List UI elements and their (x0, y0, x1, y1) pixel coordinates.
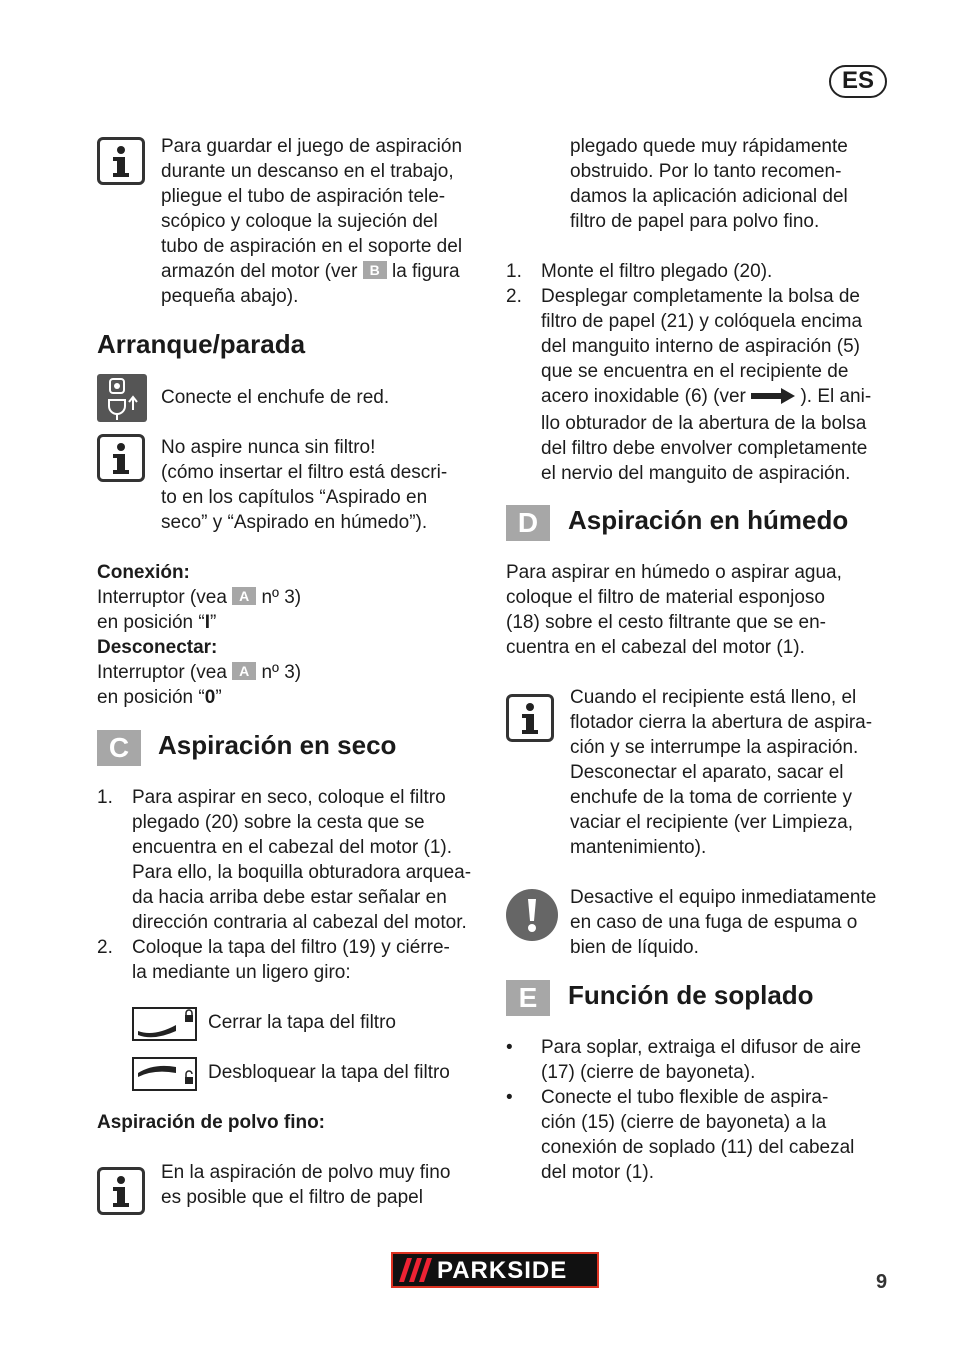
fine-dust-label: Aspiración de polvo fino: (97, 1112, 326, 1133)
wet-intro: Para aspirar en húmedo o aspirar agua, coloque el filtro de material esponjoso (18) sobre el cesto filtrante que se en- cuentra en el cabezal del motor (1). (506, 562, 842, 658)
info-icon (506, 694, 554, 742)
switch-instructions: Conexión: Interruptor (vea A nº 3) en posición “I” Desconectar: Interruptor (vea A nº 3) en posición “0” (97, 562, 302, 708)
info-note-fine-dust: En la aspiración de polvo muy fino es posible que el filtro de papel (161, 1162, 451, 1208)
warning-foam: Desactive el equipo inmediatamente en caso de una fuga de espuma o bien de líquido. (570, 887, 877, 958)
section-letter-e: E (506, 980, 550, 1016)
page-number: 9 (876, 1271, 888, 1293)
lid-lock-icon (132, 1007, 197, 1041)
figure-ref-a: A (232, 662, 256, 680)
figure-ref-a: A (232, 587, 256, 605)
language-badge: ES (829, 65, 887, 98)
section-letter-c: C (97, 730, 141, 766)
info-icon (97, 1167, 145, 1215)
heading-funcion-soplado: Función de soplado (568, 980, 814, 1010)
arrow-right-icon (751, 386, 795, 411)
plug-text: Conecte el enchufe de red. (161, 387, 390, 408)
warning-icon (506, 889, 558, 941)
plug-icon (97, 374, 147, 422)
info-note-storage: Para guardar el juego de aspiración durante un descanso en el trabajo, pliegue el tubo de aspiración tele- scópico y coloque la sujeción del tubo de aspiración en el soporte del armazón del motor (ver B la figura pequeña abajo). (161, 136, 463, 307)
info-icon (97, 434, 145, 482)
close-lid-text: Cerrar la tapa del filtro (208, 1012, 396, 1033)
paper-filter-steps: 1. Monte el filtro plegado (20). 2. Desplegar completamente la bolsa de filtro de papel (21) y colóquela encima del manguito interno de aspiración (5) que se encuentra en el recipiente de acero inoxidable (6) (ver ). El ani- llo obturador de la abertura de la bolsa del filtro debe envolver completamente el nervio del manguito de aspiración. (506, 261, 872, 484)
fine-dust-continued: plegado quede muy rápidamente obstruido. Por lo tanto recomen- damos la aplicación adicional del filtro de papel para polvo fino. (570, 136, 848, 232)
heading-aspiracion-seco: Aspiración en seco (158, 730, 397, 760)
info-note-container-full: Cuando el recipiente está lleno, el flotador cierra la abertura de aspira- ción y se interrumpe la aspiración. Desconectar el aparato, sacar el enchufe de la toma de corriente y vaciar el recipiente (ver Limpieza, mantenimiento). (570, 687, 873, 858)
info-note-filter: No aspire nunca sin filtro! (cómo insertar el filtro está descri- to en los capítulos “Aspirado en seco” y “Aspirado en húmedo”). (161, 437, 448, 533)
unlock-lid-text: Desbloquear la tapa del filtro (208, 1062, 450, 1083)
blowing-steps: • Para soplar, extraiga el difusor de aire (17) (cierre de bayoneta). • Conecte el tubo flexible de aspira- ción (15) (cierre de bayoneta) a la conexión de soplado (11) del cabezal del motor (1). (506, 1037, 862, 1183)
heading-aspiracion-humedo: Aspiración en húmedo (568, 505, 849, 535)
heading-arranque: Arranque/parada (97, 329, 306, 359)
info-icon (97, 137, 145, 185)
parkside-logo: PARKSIDE (391, 1252, 599, 1288)
section-letter-d: D (506, 505, 550, 541)
lid-unlock-icon (132, 1057, 197, 1091)
figure-ref-b: B (363, 261, 387, 279)
dry-steps-list: 1. Para aspirar en seco, coloque el filtro plegado (20) sobre la cesta que se encuentra en el cabezal del motor (1). Para ello, la boquilla obturadora arquea- da hacia arriba debe estar señalar en dirección contraria al cabezal del motor. 2. Coloque la tapa del filtro (19) y ciérre- la mediante un ligero giro: (97, 787, 472, 983)
